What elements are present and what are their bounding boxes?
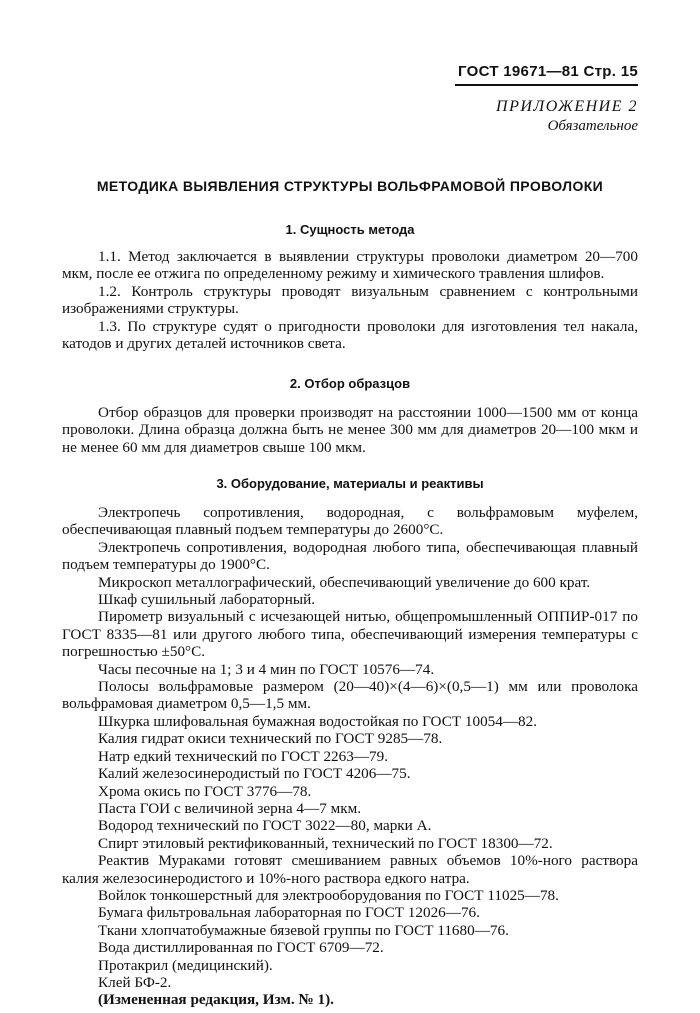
list-item: Спирт этиловый ректификованный, технический по ГОСТ 18300—72. xyxy=(98,834,553,852)
amendment-note: (Измененная редакция, Изм. № 1). xyxy=(98,991,334,1009)
section-1-body xyxy=(62,248,638,352)
list-item: Калий железосинеродистый по ГОСТ 4206—75. xyxy=(98,765,411,783)
list-item: Хрома окись по ГОСТ 3776—78. xyxy=(98,782,312,800)
list-item: Калия гидрат окиси технический по ГОСТ 9285—78. xyxy=(98,730,443,748)
list-item: Пирометр визуальный с исчезающей нитью, общепромышленный ОППИР-017 по ГОСТ 8335—81 или другого любого типа, обеспечивающий измерения температуры с погрешностью ±50°С. xyxy=(62,608,638,661)
section-3-body xyxy=(62,504,638,1009)
section-3-heading: 3. Оборудование, материалы и реактивы xyxy=(216,476,484,491)
document-title: МЕТОДИКА ВЫЯВЛЕНИЯ СТРУКТУРЫ ВОЛЬФРАМОВОЙ ПРОВОЛОКИ xyxy=(96,178,604,194)
appendix-block xyxy=(496,98,638,135)
list-item: Часы песочные на 1; 3 и 4 мин по ГОСТ 10576—74. xyxy=(98,660,435,678)
running-header: ГОСТ 19671—81 Стр. 15 xyxy=(458,63,638,80)
list-item: Реактив Мураками готовят смешиванием равных объемов 10%-ного раствора калия железосинеродистого и 10%-ного раствора едкого натра. xyxy=(62,852,638,887)
list-item: Паста ГОИ с величиной зерна 4—7 мкм. xyxy=(98,799,361,817)
list-item: Войлок тонкошерстный для электрооборудования по ГОСТ 11025—78. xyxy=(98,886,559,904)
list-item: Шкаф сушильный лабораторный. xyxy=(98,591,316,609)
list-item: Клей БФ-2. xyxy=(98,973,172,991)
list-item: Шкурка шлифовальная бумажная водостойкая по ГОСТ 10054—82. xyxy=(98,712,538,730)
list-item: Ткани хлопчатобумажные бязевой группы по ГОСТ 11680—76. xyxy=(98,921,509,939)
list-item: Натр едкий технический по ГОСТ 2263—79. xyxy=(98,747,389,765)
paragraph-1-1: 1.1. Метод заключается в выявлении структуры проволоки диаметром 20—700 мкм, после ее отжига по определенному режиму и химического травления шлифов. xyxy=(62,248,638,283)
list-item: Водород технический по ГОСТ 3022—80, марки А. xyxy=(98,817,432,835)
paragraph-1-3: 1.3. По структуре судят о пригодности проволоки для изготовления тел накала, катодов и других деталей источников света. xyxy=(62,317,638,353)
section-2-body xyxy=(62,404,638,456)
list-item: Протакрил (медицинский). xyxy=(98,956,273,974)
appendix-status: Обязательное xyxy=(547,118,638,134)
section-1-heading: 1. Сущность метода xyxy=(285,222,415,237)
paragraph-1-2: 1.2. Контроль структуры проводят визуальным сравнением с контрольными изображениями структуры. xyxy=(62,282,638,318)
list-item: Микроскоп металлографический, обеспечивающий увеличение до 600 крат. xyxy=(98,573,591,591)
section-2-heading: 2. Отбор образцов xyxy=(289,376,411,391)
header-rule xyxy=(455,84,638,86)
list-item: Электропечь сопротивления, водородная, с вольфрамовым муфелем, обеспечивающая плавный подъем температуры до 2600°С. xyxy=(62,504,638,539)
appendix-label: ПРИЛОЖЕНИЕ 2 xyxy=(496,98,638,115)
list-item: Полосы вольфрамовые размером (20—40)×(4—6)×(0,5—1) мм или проволока вольфрамовая диаметром 0,5—1,5 мм. xyxy=(62,678,638,713)
list-item: Бумага фильтровальная лабораторная по ГОСТ 12026—76. xyxy=(98,904,480,922)
list-item: Электропечь сопротивления, водородная любого типа, обеспечивающая плавный подъем температуры до 1900°С. xyxy=(62,538,638,574)
paragraph-2-1: Отбор образцов для проверки производят на расстоянии 1000—1500 мм от конца проволоки. Длина образца должна быть не менее 300 мм для диаметров 20—100 мкм и не менее 60 мм для диаметров свыше 100 мкм. xyxy=(62,404,638,456)
list-item: Вода дистиллированная по ГОСТ 6709—72. xyxy=(98,939,384,957)
